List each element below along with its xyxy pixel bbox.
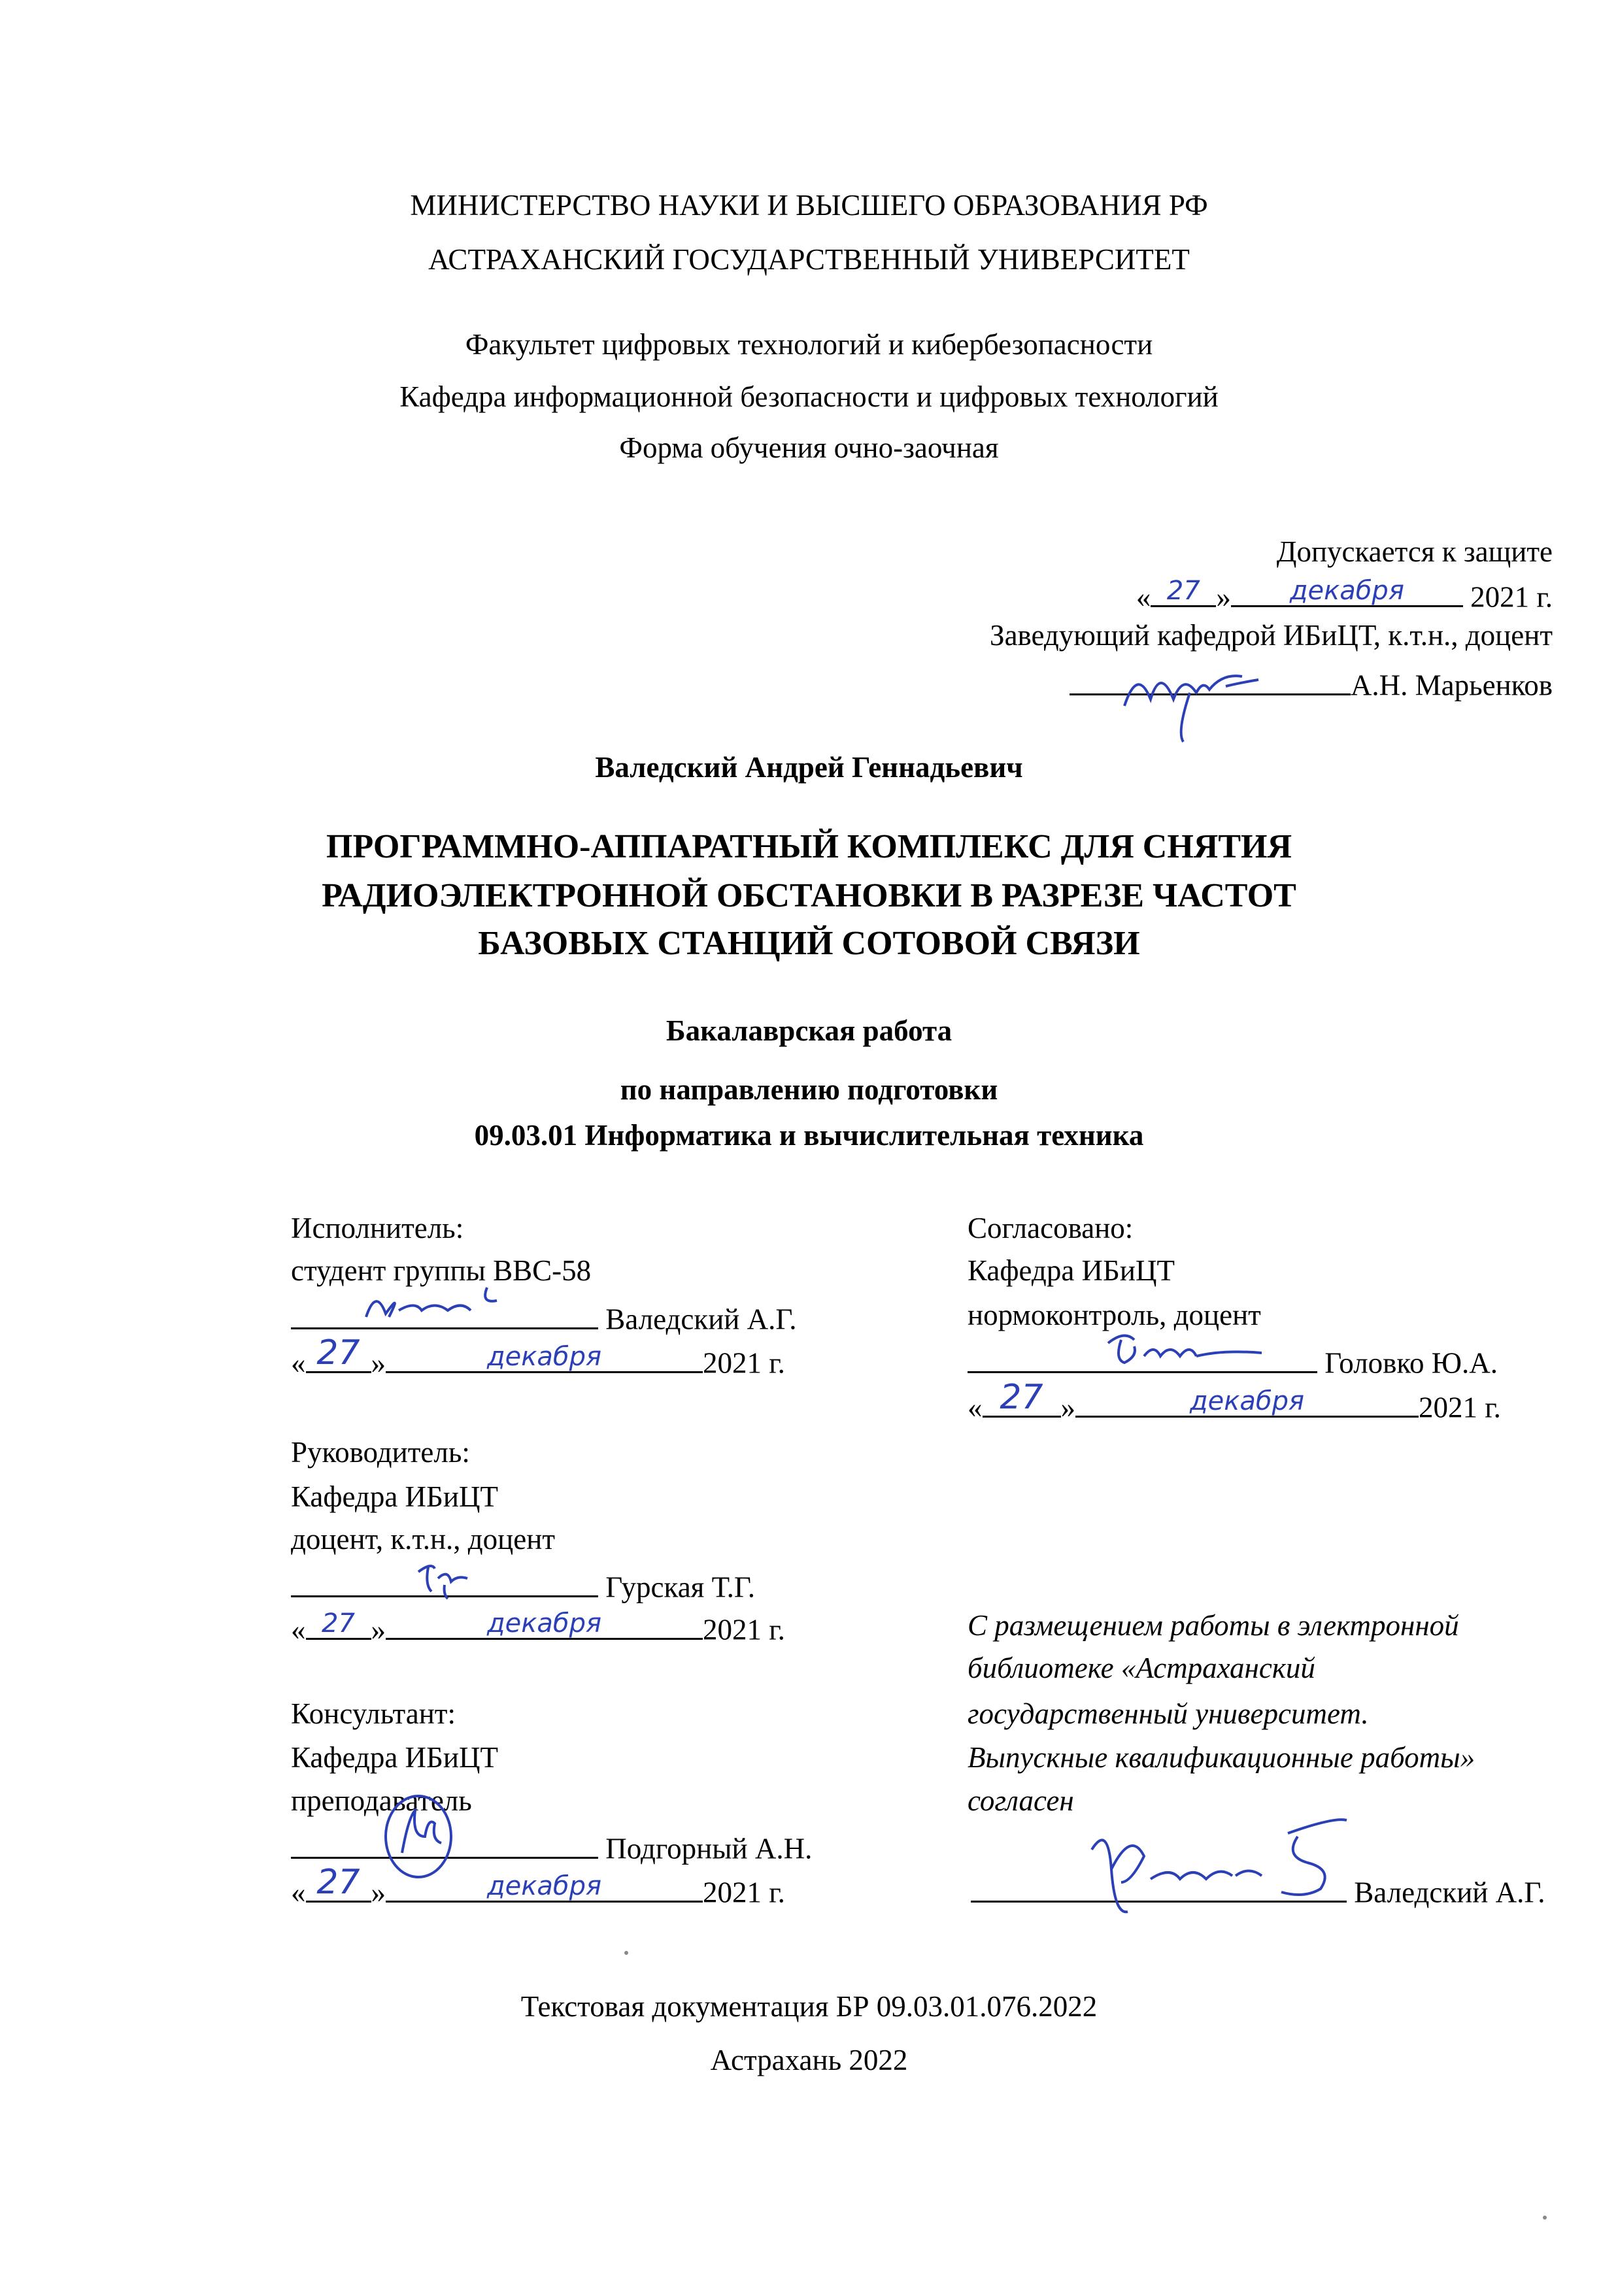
consultant-label: Консультант: xyxy=(291,1697,456,1730)
agreed-day: 27 xyxy=(1000,1377,1043,1417)
approval-month-blank xyxy=(1231,575,1463,607)
consultant-day: 27 xyxy=(316,1862,360,1902)
consultant-name: Подгорный А.Н. xyxy=(605,1832,813,1865)
supervisor-position: доцент, к.т.н., доцент xyxy=(291,1523,555,1556)
consent-signature xyxy=(1072,1810,1360,1928)
ministry-line: МИНИСТЕРСТВО НАУКИ И ВЫСШЕГО ОБРАЗОВАНИЯ РФ xyxy=(410,189,1208,222)
consultant-month: декабря xyxy=(486,1871,602,1901)
agreed-label: Согласовано: xyxy=(968,1212,1134,1244)
direction-line-2: 09.03.01 Информатика и вычислительная техника xyxy=(474,1119,1144,1152)
executor-day: 27 xyxy=(316,1333,360,1373)
study-form-line: Форма обучения очно-заочная xyxy=(619,431,999,464)
consultant-month-blank xyxy=(386,1871,703,1903)
supervisor-signature xyxy=(412,1556,484,1601)
department-line: Кафедра информационной безопасности и цифровых технологий xyxy=(399,380,1219,413)
supervisor-name: Гурская Т.Г. xyxy=(605,1571,756,1604)
agreed-month-blank xyxy=(1075,1386,1419,1418)
head-signature xyxy=(1111,654,1268,745)
title-line-2: РАДИОЭЛЕКТРОННОЙ ОБСТАНОВКИ В РАЗРЕЗЕ ЧАСТОТ xyxy=(322,877,1296,914)
agreed-month: декабря xyxy=(1189,1386,1305,1416)
scan-speck xyxy=(624,1951,628,1955)
agreed-name: Головко Ю.А. xyxy=(1324,1346,1498,1380)
approval-day-blank xyxy=(1151,575,1216,607)
supervisor-dept: Кафедра ИБиЦТ xyxy=(291,1480,498,1513)
executor-date: « 27 » декабря 2021 г. xyxy=(291,1333,785,1380)
agreed-day-blank xyxy=(983,1377,1061,1418)
direction-line-1: по направлению подготовки xyxy=(620,1073,998,1106)
supervisor-date: « 27 » декабря 2021 г. xyxy=(291,1608,785,1646)
head-name: А.Н. Марьенков xyxy=(1350,669,1553,702)
supervisor-day: 27 xyxy=(322,1608,355,1639)
agreed-dept: Кафедра ИБиЦТ xyxy=(968,1254,1175,1287)
university-line: АСТРАХАНСКИЙ ГОСУДАРСТВЕННЫЙ УНИВЕРСИТЕТ xyxy=(428,243,1190,276)
faculty-line: Факультет цифровых технологий и кибербезопасности xyxy=(465,328,1153,361)
agreed-position: нормоконтроль, доцент xyxy=(968,1299,1261,1331)
consultant-dept: Кафедра ИБиЦТ xyxy=(291,1741,498,1774)
approval-day: 27 xyxy=(1166,575,1200,606)
head-title: Заведующий кафедрой ИБиЦТ, к.т.н., доцент xyxy=(990,619,1553,652)
consultant-day-blank xyxy=(306,1862,371,1903)
supervisor-label: Руководитель: xyxy=(291,1436,470,1469)
work-type: Бакалаврская работа xyxy=(666,1014,952,1047)
consent-line-5: согласен xyxy=(968,1784,1074,1817)
agreed-signature xyxy=(1098,1327,1268,1373)
agreed-date: « 27 » декабря 2021 г. xyxy=(968,1377,1501,1424)
title-line-1: ПРОГРАММНО-АППАРАТНЫЙ КОМПЛЕКС ДЛЯ СНЯТИЯ xyxy=(326,828,1292,865)
admitted-to-defense: Допускается к защите xyxy=(1276,535,1553,568)
executor-day-blank xyxy=(306,1333,371,1373)
consent-name: Валедский А.Г. xyxy=(1354,1876,1545,1909)
title-line-3: БАЗОВЫХ СТАНЦИЙ СОТОВОЙ СВЯЗИ xyxy=(478,925,1140,962)
executor-group: студент группы ВВС-58 xyxy=(291,1254,592,1287)
author-name: Валедский Андрей Геннадьевич xyxy=(595,751,1023,784)
executor-month-blank xyxy=(386,1341,703,1373)
executor-signature xyxy=(356,1281,526,1333)
approval-date: « 27 » декабря 2021 г. xyxy=(1136,575,1553,614)
consent-line-3: государственный университет. xyxy=(968,1697,1369,1730)
executor-name: Валедский А.Г. xyxy=(605,1303,797,1336)
consent-line-1: С размещением работы в электронной xyxy=(968,1609,1459,1642)
scan-speck xyxy=(1543,2216,1547,2220)
consultant-signature-line xyxy=(291,1830,812,1864)
executor-label: Исполнитель: xyxy=(291,1212,464,1244)
doc-designation: Текстовая документация БР 09.03.01.076.2022 xyxy=(520,1990,1098,2023)
consultant-date: « 27 » декабря 2021 г. xyxy=(291,1862,785,1909)
supervisor-signature-line xyxy=(291,1569,755,1603)
supervisor-month: декабря xyxy=(486,1608,602,1639)
supervisor-day-blank xyxy=(306,1608,371,1640)
approval-month: декабря xyxy=(1289,575,1404,606)
executor-month: декабря xyxy=(486,1341,602,1372)
city-year: Астрахань 2022 xyxy=(710,2044,908,2076)
consent-line-2: библиотеке «Астраханский xyxy=(968,1652,1315,1684)
consent-line-4: Выпускные квалификационные работы» xyxy=(968,1741,1475,1774)
consultant-position: преподаватель xyxy=(291,1784,472,1817)
